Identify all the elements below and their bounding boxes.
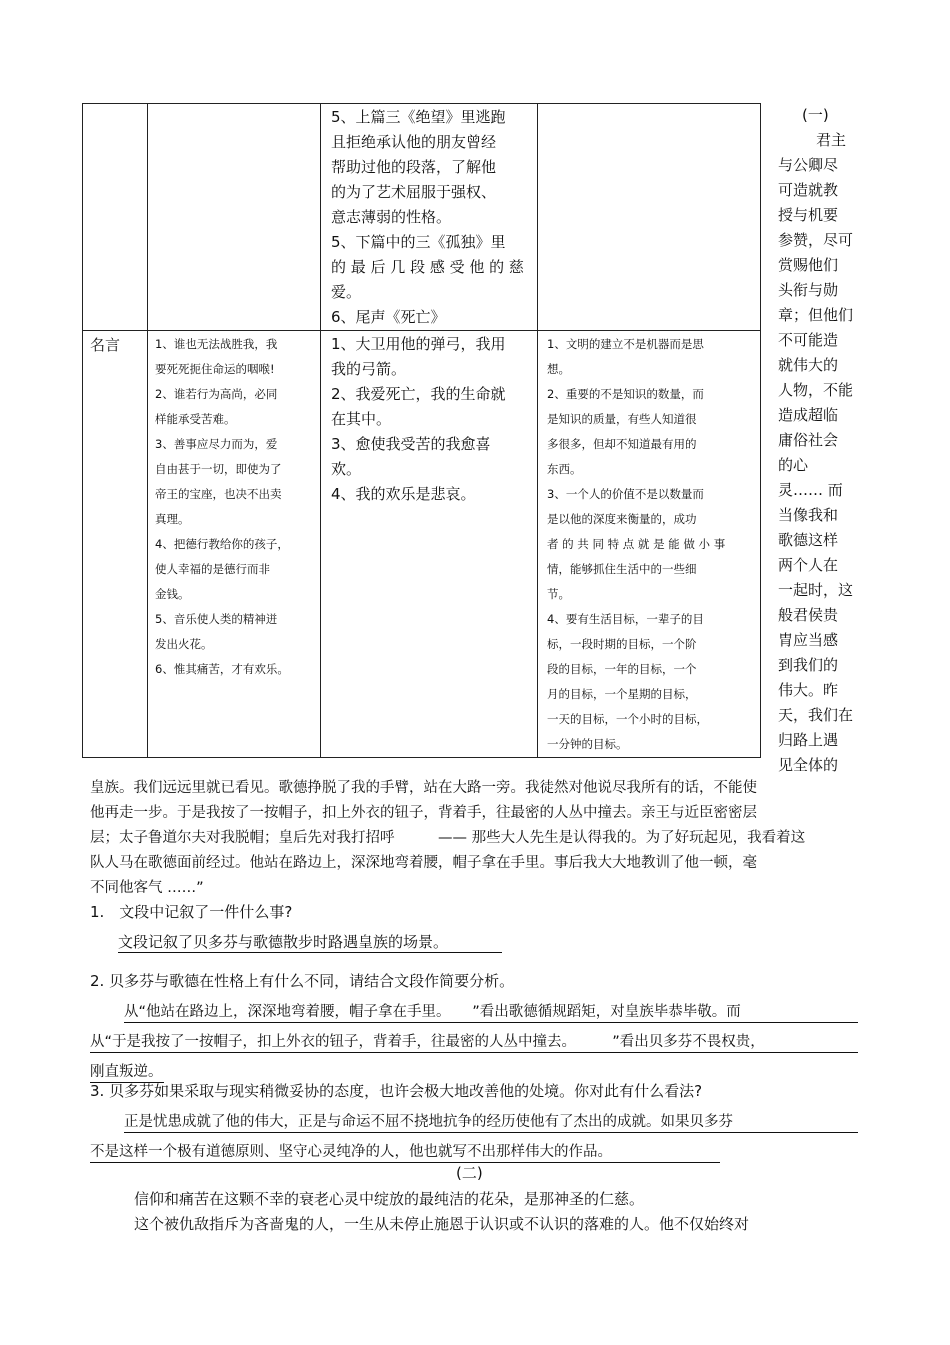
text-line: 是知识的质量，有些人知道很 bbox=[547, 412, 697, 426]
text-line: 到我们的 bbox=[778, 656, 839, 674]
text-line: 层；太子鲁道尔夫对我脱帽；皇后先对我打招呼 —— 那些大人先生是认得我的。为了好玩起见，我看着这 bbox=[90, 830, 806, 846]
text-line: 章；但他们 bbox=[778, 306, 854, 324]
text-line: 样能承受苦难。 bbox=[155, 412, 236, 426]
answer-line: 正是忧患成就了他的伟大，正是与命运不屈不挠地抗争的经历使他有了杰出的成就。如果贝多芬 bbox=[124, 1112, 858, 1133]
text-line: 3、愈使我受苦的我愈喜 bbox=[331, 435, 491, 453]
answer-2 bbox=[90, 1000, 858, 1085]
text-line: 2、谁若行为高尚，必同 bbox=[155, 387, 278, 401]
table-cell-empty bbox=[148, 104, 321, 331]
text-line: 2、我爱死亡，我的生命就 bbox=[331, 385, 506, 403]
text-line: 与公卿尽 bbox=[778, 156, 839, 174]
question-3: 3. 贝多芬如果采取与现实稍微妥协的态度，也许会极大地改善他的处境。你对此有什么看法? bbox=[90, 1082, 703, 1100]
text-line: 我的弓箭。 bbox=[331, 360, 407, 378]
text-line: 1、谁也无法战胜我，我 bbox=[155, 337, 278, 351]
text-line: 使人幸福的是德行而非 bbox=[155, 562, 270, 576]
text-line: 东西。 bbox=[547, 462, 582, 476]
table-cell-quotes-michelangelo bbox=[321, 331, 538, 758]
text-line: 是以他的深度来衡量的，成功 bbox=[547, 512, 697, 526]
text-line: 歌德这样 bbox=[778, 531, 839, 549]
text-line: 意志薄弱的性格。 bbox=[331, 208, 452, 226]
text-line: 人物，不能 bbox=[778, 381, 854, 399]
question-2: 2. 贝多芬与歌德在性格上有什么不同，请结合文段作简要分析。 bbox=[90, 972, 515, 990]
text-line: 5、下篇中的三《孤独》里 bbox=[331, 233, 506, 251]
text-line: 者 的 共 同 特 点 就 是 能 做 小 事 bbox=[547, 537, 726, 551]
row-label: 名言 bbox=[90, 336, 121, 354]
text-line: 帮助过他的段落，了解他 bbox=[331, 158, 497, 176]
text-line: 6、尾声《死亡》 bbox=[331, 308, 446, 326]
text-line: 信仰和痛苦在这颗不幸的衰老心灵中绽放的最纯洁的花朵，是那神圣的仁慈。 bbox=[134, 1190, 645, 1208]
text-line: 的为了艺术屈服于强权、 bbox=[331, 183, 497, 201]
text-line: 1、大卫用他的弹弓，我用 bbox=[331, 335, 506, 353]
table-cell-label-empty bbox=[83, 104, 148, 331]
text-line: 帝王的宝座，也决不出卖 bbox=[155, 487, 282, 501]
text-line: 欢。 bbox=[331, 460, 362, 478]
table-cell-works bbox=[321, 104, 538, 331]
text-line: 的 最 后 几 段 感 受 他 的 慈 bbox=[331, 258, 524, 276]
text-line: 真理。 bbox=[155, 512, 190, 526]
text-line: 般君侯贵 bbox=[778, 606, 839, 624]
answer-line: 刚直叛逆。 bbox=[90, 1062, 164, 1083]
passage-body bbox=[90, 776, 805, 901]
text-line: 不同他客气 ……” bbox=[90, 880, 204, 896]
text-line: 这个被仇敌指斥为吝啬鬼的人，一生从未停止施恩于认识或不认识的落难的人。他不仅始终对 bbox=[134, 1215, 750, 1233]
text-line: 月的目标，一个星期的目标， bbox=[547, 687, 697, 701]
table-row bbox=[83, 104, 761, 331]
side-passage-column bbox=[778, 103, 858, 778]
text-line: 参赞，尽可 bbox=[778, 231, 854, 249]
text-line: 在其中。 bbox=[331, 410, 392, 428]
text-line: 1、文明的建立不是机器而是思 bbox=[547, 337, 704, 351]
text-line: 节。 bbox=[547, 587, 570, 601]
text-line: 庸俗社会 bbox=[778, 431, 839, 449]
answer-line: 从“于是我按了一按帽子，扣上外衣的钮子，背着手，往最密的人丛中撞去。 ”看出贝多芬不畏权贵， bbox=[90, 1032, 858, 1053]
text-line: 要死死扼住命运的咽喉! bbox=[155, 362, 275, 376]
text-line: 2、重要的不是知识的数量，而 bbox=[547, 387, 704, 401]
section-heading: (一) bbox=[802, 106, 829, 124]
text-line: 4、我的欢乐是悲哀。 bbox=[331, 485, 476, 503]
text-line: 段的目标，一年的目标，一个 bbox=[547, 662, 697, 676]
text-line: 爱。 bbox=[331, 283, 362, 301]
text-line: 两个人在 bbox=[778, 556, 839, 574]
text-line: 一分钟的目标。 bbox=[547, 737, 628, 751]
text-line: 当像我和 bbox=[778, 506, 839, 524]
table-row bbox=[83, 331, 761, 758]
text-line: 君主 bbox=[816, 131, 847, 149]
text-line: 见全体的 bbox=[778, 756, 839, 774]
text-line: 他再走一步。于是我按了一按帽子，扣上外衣的钮子，背着手，往最密的人丛中撞去。亲王与近臣密密层 bbox=[90, 805, 757, 821]
text-line: 5、上篇三《绝望》里逃跑 bbox=[331, 108, 506, 126]
text-line: 情，能够抓住生活中的一些细 bbox=[547, 562, 697, 576]
text-line: 多很多，但却不知道最有用的 bbox=[547, 437, 697, 451]
answer-line: 文段记叙了贝多芬与歌德散步时路遇皇族的场景。 bbox=[118, 932, 502, 953]
text-line: 天，我们在 bbox=[778, 706, 854, 724]
text-line: 授与机要 bbox=[778, 206, 839, 224]
text-line: 造成超临 bbox=[778, 406, 839, 424]
text-line: 的心 bbox=[778, 456, 809, 474]
text-line: 不可能造 bbox=[778, 331, 839, 349]
text-line: 想。 bbox=[547, 362, 570, 376]
text-line: 归路上遇 bbox=[778, 731, 839, 749]
text-line: 5、音乐使人类的精神迸 bbox=[155, 612, 278, 626]
answer-line: 从“他站在路边上，深深地弯着腰，帽子拿在手里。 ”看出歌德循规蹈矩，对皇族毕恭毕敬。而 bbox=[124, 1002, 858, 1023]
question-1: 1. 文段中记叙了一件什么事? bbox=[90, 903, 293, 921]
text-line: 头衔与勋 bbox=[778, 281, 839, 299]
table-cell-quotes-tolstoy bbox=[538, 331, 761, 758]
text-line: 胄应当感 bbox=[778, 631, 839, 649]
text-line: 就伟大的 bbox=[778, 356, 839, 374]
text-line: 标，一段时期的目标，一个阶 bbox=[547, 637, 697, 651]
text-line: 4、把德行教给你的孩子， bbox=[155, 537, 289, 551]
text-line: 赏赐他们 bbox=[778, 256, 839, 274]
text-line: 且拒绝承认他的朋友曾经 bbox=[331, 133, 497, 151]
text-line: 自由甚于一切，即使为了 bbox=[155, 462, 282, 476]
answer-1 bbox=[118, 930, 502, 955]
table-cell-quotes-beethoven bbox=[148, 331, 321, 758]
text-line: 一起时，这 bbox=[778, 581, 854, 599]
section-heading: (二) bbox=[456, 1164, 483, 1182]
text-line: 队人马在歌德面前经过。他站在路边上，深深地弯着腰，帽子拿在手里。事后我大大地教训了他一顿，毫 bbox=[90, 855, 757, 871]
text-line: 发出火花。 bbox=[155, 637, 213, 651]
table-cell-label bbox=[83, 331, 148, 758]
text-line: 4、要有生活目标，一辈子的目 bbox=[547, 612, 704, 626]
text-line: 皇族。我们远远里就已看见。歌德挣脱了我的手臂，站在大路一旁。我徒然对他说尽我所有的话，不能使 bbox=[90, 780, 757, 796]
text-line: 金钱。 bbox=[155, 587, 190, 601]
table-cell-empty bbox=[538, 104, 761, 331]
answer-3 bbox=[90, 1110, 858, 1165]
text-line: 3、一个人的价值不是以数量而 bbox=[547, 487, 704, 501]
text-line: 一天的目标，一个小时的目标， bbox=[547, 712, 708, 726]
text-line: 3、善事应尽力而为，爱 bbox=[155, 437, 278, 451]
text-line: 6、惟其痛苦，才有欢乐。 bbox=[155, 662, 289, 676]
answer-line: 不是这样一个极有道德原则、坚守心灵纯净的人，他也就写不出那样伟大的作品。 bbox=[90, 1142, 720, 1163]
text-line: 伟大。昨 bbox=[778, 681, 839, 699]
quote-table bbox=[82, 103, 761, 758]
text-line: 可造就教 bbox=[778, 181, 839, 199]
text-line: 灵…… 而 bbox=[778, 481, 843, 499]
